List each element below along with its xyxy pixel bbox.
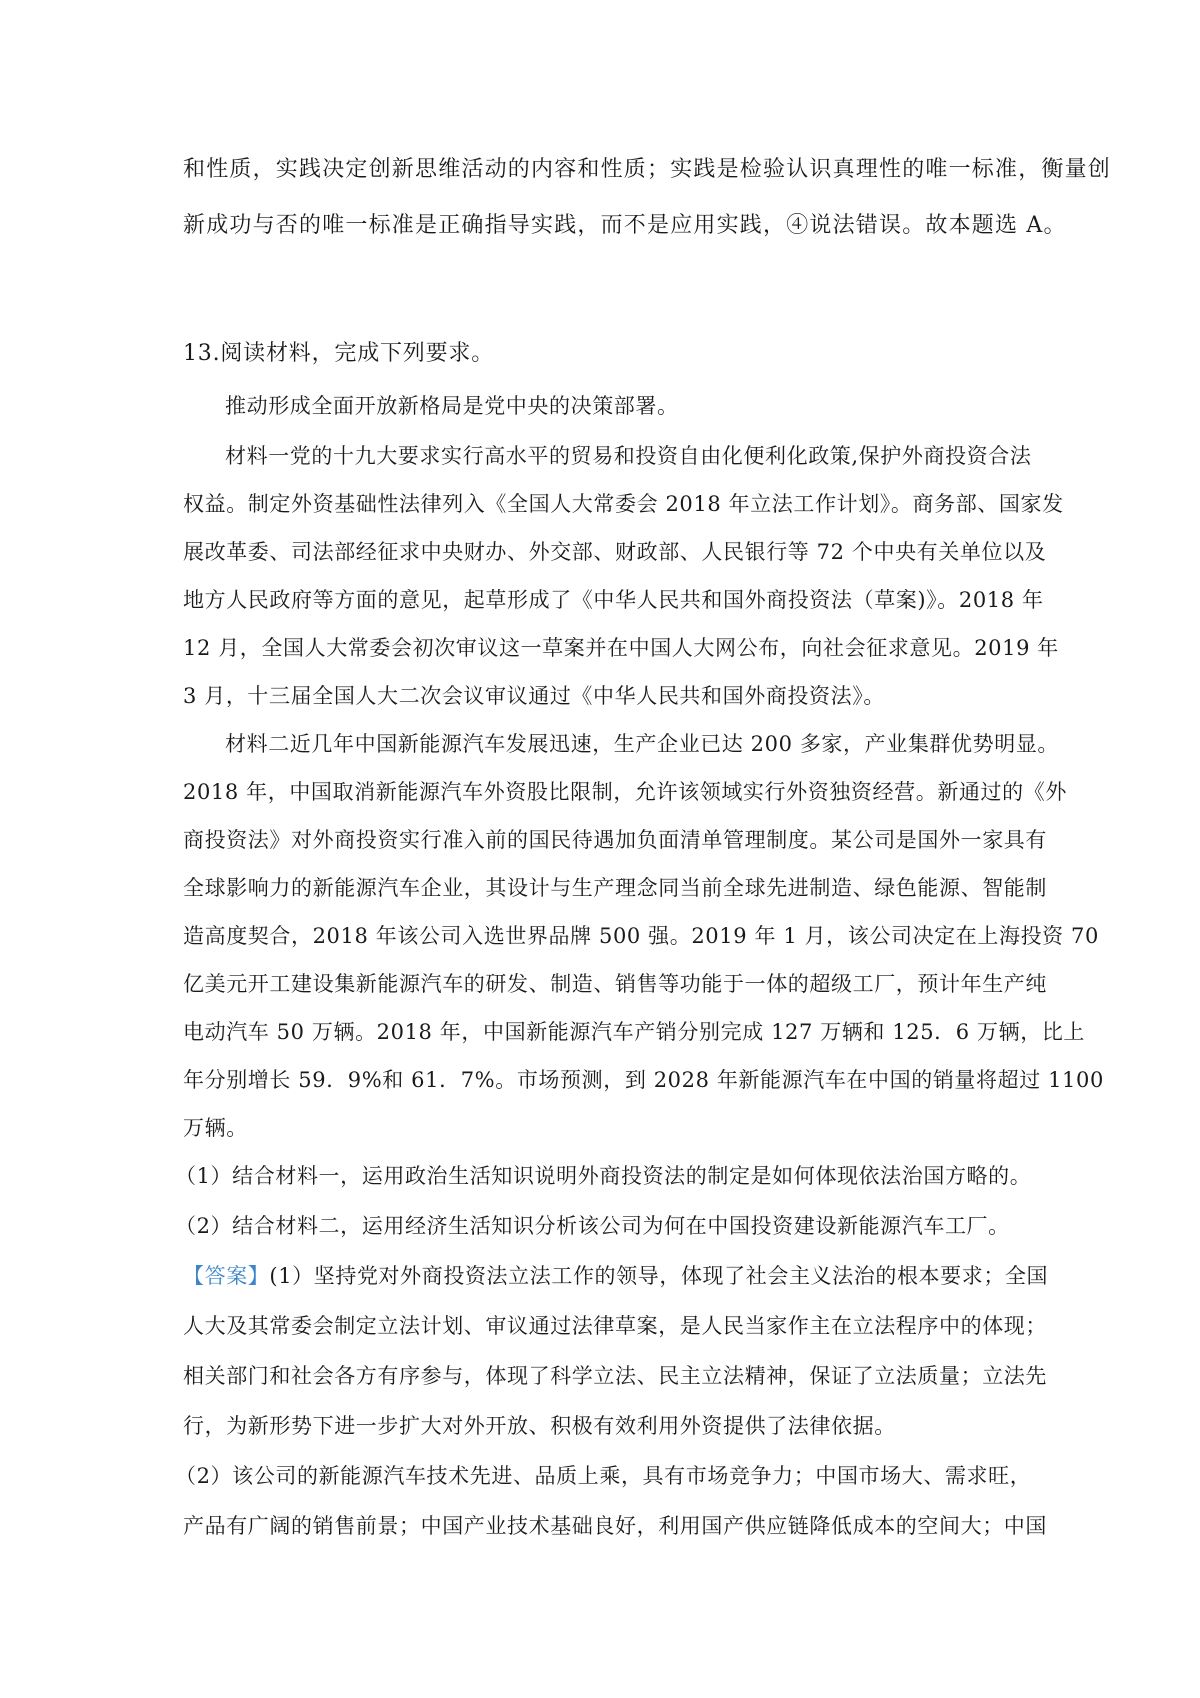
material1-line-2: 权益。制定外资基础性法律列入《全国人大常委会 2018 年立法工作计划》。商务部、国家发	[183, 492, 1064, 516]
material1-line-4: 地方人民政府等方面的意见，起草形成了《中华人民共和国外商投资法（草案)》。2018 年	[183, 588, 1044, 612]
answer-part2-line-1: （2）该公司的新能源汽车技术先进、品质上乘，具有市场竞争力；中国市场大、需求旺，	[175, 1464, 1032, 1488]
material2-line-6: 亿美元开工建设集新能源汽车的研发、制造、销售等功能于一体的超级工厂，预计年生产纯	[183, 972, 1047, 996]
material2-line-3: 商投资法》对外商投资实行准入前的国民待遇加负面清单管理制度。某公司是国外一家具有	[183, 828, 1047, 852]
prev-answer-line-1: 和性质，实践决定创新思维活动的内容和性质；实践是检验认识真理性的唯一标准，衡量创	[183, 157, 1112, 182]
answer-part1-line-2: 人大及其常委会制定立法计划、审议通过法律草案，是人民当家作主在立法程序中的体现；	[183, 1314, 1047, 1338]
material1-line-1: 材料一党的十九大要求实行高水平的贸易和投资自由化便利化政策,保护外商投资合法	[225, 444, 1032, 468]
material-intro: 推动形成全面开放新格局是党中央的决策部署。	[225, 394, 679, 418]
answer-line-1	[183, 1262, 1048, 1290]
sub-question-2: （2）结合材料二，运用经济生活知识分析该公司为何在中国投资建设新能源汽车工厂。	[175, 1214, 1010, 1238]
material2-line-2: 2018 年，中国取消新能源汽车外资股比限制，允许该领域实行外资独资经营。新通过的《外	[183, 780, 1067, 804]
sub-question-1: （1）结合材料一，运用政治生活知识说明外商投资法的制定是如何体现依法治国方略的。	[175, 1164, 1032, 1188]
material1-line-3: 展改革委、司法部经征求中央财办、外交部、财政部、人民银行等 72 个中央有关单位以及	[183, 540, 1047, 564]
material1-line-5: 12 月，全国人大常委会初次审议这一草案并在中国人大网公布，向社会征求意见。2019 年	[183, 636, 1059, 660]
material2-line-9: 万辆。	[183, 1116, 248, 1140]
material2-line-4: 全球影响力的新能源汽车企业，其设计与生产理念同当前全球先进制造、绿色能源、智能制	[183, 876, 1047, 900]
material1-line-6: 3 月，十三届全国人大二次会议审议通过《中华人民共和国外商投资法》。	[183, 684, 885, 708]
prev-answer-line-2: 新成功与否的唯一标准是正确指导实践，而不是应用实践，④说法错误。故本题选 A。	[183, 213, 1067, 238]
answer-part1-line-3: 相关部门和社会各方有序参与，体现了科学立法、民主立法精神，保证了立法质量；立法先	[183, 1364, 1047, 1388]
answer-part1-line-1: (1）坚持党对外商投资法立法工作的领导，体现了社会主义法治的根本要求；全国	[269, 1264, 1049, 1288]
material2-line-5: 造高度契合，2018 年该公司入选世界品牌 500 强。2019 年 1 月，该公司决定在上海投资 70	[183, 924, 1099, 948]
answer-part1-line-4: 行，为新形势下进一步扩大对外开放、积极有效利用外资提供了法律依据。	[183, 1414, 896, 1438]
answer-part2-line-2: 产品有广阔的销售前景；中国产业技术基础良好，利用国产供应链降低成本的空间大；中国	[183, 1514, 1047, 1538]
material2-line-8: 年分别增长 59．9%和 61．7%。市场预测，到 2028 年新能源汽车在中国的销量将超过 1100	[183, 1068, 1104, 1092]
material2-line-7: 电动汽车 50 万辆。2018 年，中国新能源汽车产销分别完成 127 万辆和 125．6 万辆，比上	[183, 1020, 1086, 1044]
answer-tag: 【答案】	[183, 1264, 270, 1288]
question-heading: 13.阅读材料，完成下列要求。	[183, 341, 494, 366]
material2-line-1: 材料二近几年中国新能源汽车发展迅速，生产企业已达 200 多家，产业集群优势明显。	[225, 732, 1060, 756]
